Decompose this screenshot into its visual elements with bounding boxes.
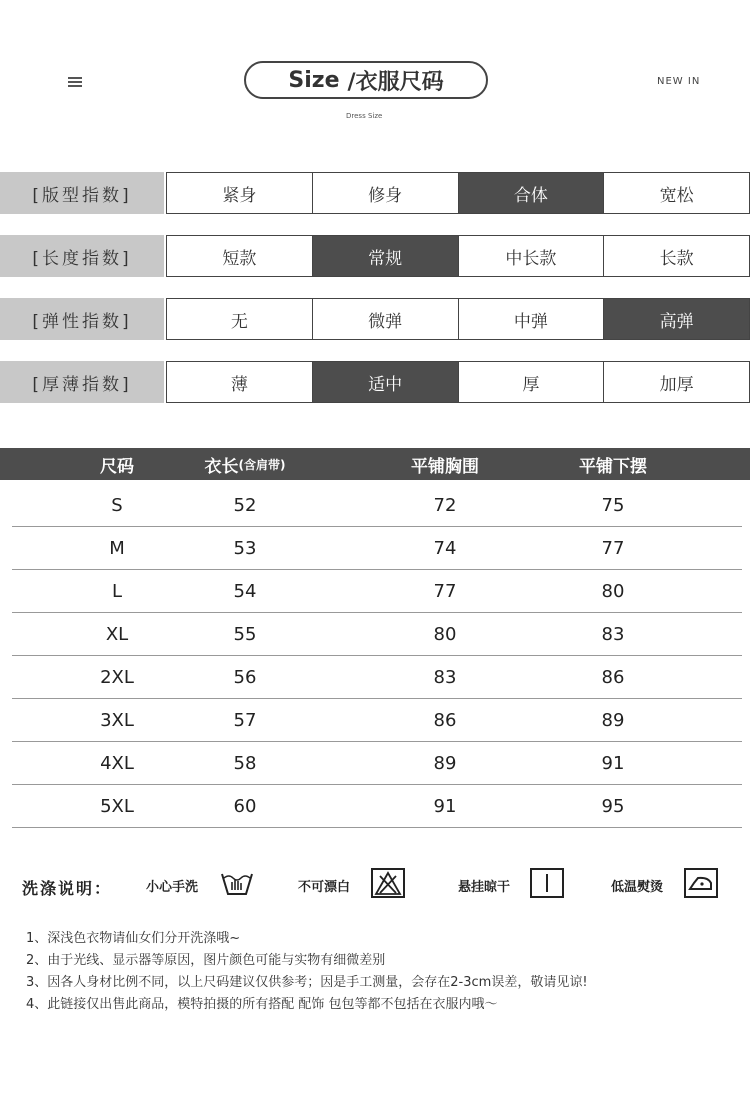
note-2: 2、由于光线、显示器等原因，图片颜色可能与实物有细微差别 xyxy=(26,953,386,968)
new-in-label: NEW IN xyxy=(657,76,701,87)
table-row xyxy=(12,527,742,570)
table-cell: 72 xyxy=(433,494,457,516)
index-options xyxy=(166,235,750,277)
index-label: [厚薄指数] xyxy=(0,361,164,403)
table-cell: 91 xyxy=(433,795,457,817)
index-option: 短款 xyxy=(222,248,257,269)
header-chest: 平铺胸围 xyxy=(411,456,479,477)
table-cell: 75 xyxy=(601,494,625,516)
index-options xyxy=(166,172,750,214)
index-option: 中弹 xyxy=(458,299,604,339)
title-cn: /衣服尺码 xyxy=(347,69,444,95)
index-row xyxy=(0,235,750,277)
index-option: 中长款 xyxy=(458,236,604,276)
table-cell: L xyxy=(111,580,123,602)
index-options xyxy=(166,361,750,403)
table-cell: 89 xyxy=(433,752,457,774)
table-cell: 56 xyxy=(233,666,257,688)
table-cell: XL xyxy=(105,623,129,645)
table-cell: 58 xyxy=(233,752,257,774)
table-cell: 86 xyxy=(601,666,625,688)
table-cell: 3XL xyxy=(100,709,134,731)
wash-label-hand: 小心手洗 xyxy=(146,880,199,895)
menu-icon xyxy=(68,77,82,87)
table-row xyxy=(12,613,742,656)
table-cell: 77 xyxy=(601,537,625,559)
header-size: 尺码 xyxy=(100,456,134,477)
note-3: 3、因各人身材比例不同，以上尺码建议仅供参考；因是手工测量，会存在2-3cm误差，敬请见谅! xyxy=(26,975,588,990)
table-cell: 74 xyxy=(433,537,457,559)
size-table-header xyxy=(0,448,750,480)
table-cell: 2XL xyxy=(100,666,134,688)
table-cell: 60 xyxy=(233,795,257,817)
index-option: 合体 xyxy=(458,173,604,213)
table-cell: 52 xyxy=(233,494,257,516)
table-cell: 80 xyxy=(433,623,457,645)
index-option: 微弹 xyxy=(312,299,458,339)
index-options xyxy=(166,298,750,340)
table-cell: 89 xyxy=(601,709,625,731)
table-cell: 54 xyxy=(233,580,257,602)
table-cell: M xyxy=(109,537,125,559)
table-cell: 5XL xyxy=(100,795,134,817)
table-cell: 86 xyxy=(433,709,457,731)
index-option: 薄 xyxy=(230,374,248,395)
index-option: 修身 xyxy=(312,173,458,213)
table-cell: 91 xyxy=(601,752,625,774)
wash-label-bleach: 不可漂白 xyxy=(298,880,351,895)
wash-label-iron: 低温熨烫 xyxy=(611,880,664,895)
index-option: 长款 xyxy=(603,236,749,276)
table-cell: 83 xyxy=(601,623,625,645)
page-title xyxy=(244,61,488,99)
table-cell: 57 xyxy=(233,709,257,731)
index-option: 无 xyxy=(230,311,248,332)
header-hem: 平铺下摆 xyxy=(579,456,647,477)
index-option: 高弹 xyxy=(603,299,749,339)
table-cell: 55 xyxy=(233,623,257,645)
index-option: 紧身 xyxy=(222,185,257,206)
index-option: 常规 xyxy=(312,236,458,276)
title-en: Size xyxy=(288,67,340,93)
table-cell: 77 xyxy=(433,580,457,602)
index-label: [版型指数] xyxy=(0,172,164,214)
index-option: 厚 xyxy=(458,362,604,402)
index-row xyxy=(0,361,750,403)
index-option: 宽松 xyxy=(603,173,749,213)
hand-wash-icon xyxy=(220,868,254,898)
table-cell: 53 xyxy=(233,537,257,559)
index-row xyxy=(0,172,750,214)
table-row xyxy=(12,742,742,785)
wash-title: 洗涤说明： xyxy=(22,879,113,898)
wash-label-hang: 悬挂晾干 xyxy=(458,880,511,895)
note-1: 1、深浅色衣物请仙女们分开洗涤哦~ xyxy=(26,931,241,946)
table-row xyxy=(12,699,742,742)
table-cell: 80 xyxy=(601,580,625,602)
header-length-note: (含肩带) xyxy=(238,457,286,472)
table-cell: 95 xyxy=(601,795,625,817)
table-row xyxy=(12,656,742,699)
hang-dry-icon xyxy=(530,868,564,898)
index-option: 加厚 xyxy=(603,362,749,402)
table-cell: 83 xyxy=(433,666,457,688)
low-iron-icon xyxy=(684,868,718,898)
page-subtitle: Dress Size xyxy=(346,112,383,120)
index-row xyxy=(0,298,750,340)
table-row xyxy=(12,484,742,527)
index-option: 适中 xyxy=(312,362,458,402)
note-4: 4、此链接仅出售此商品，模特拍摄的所有搭配 配饰 包包等都不包括在衣服内哦～ xyxy=(26,997,498,1012)
notes xyxy=(26,928,588,1016)
table-cell: S xyxy=(111,494,123,516)
table-row xyxy=(12,570,742,613)
index-label: [弹性指数] xyxy=(0,298,164,340)
no-bleach-icon xyxy=(371,868,405,898)
header-length xyxy=(190,448,300,480)
header-length-main: 衣长 xyxy=(204,456,239,477)
table-row xyxy=(12,785,742,828)
index-label: [长度指数] xyxy=(0,235,164,277)
table-cell: 4XL xyxy=(100,752,134,774)
